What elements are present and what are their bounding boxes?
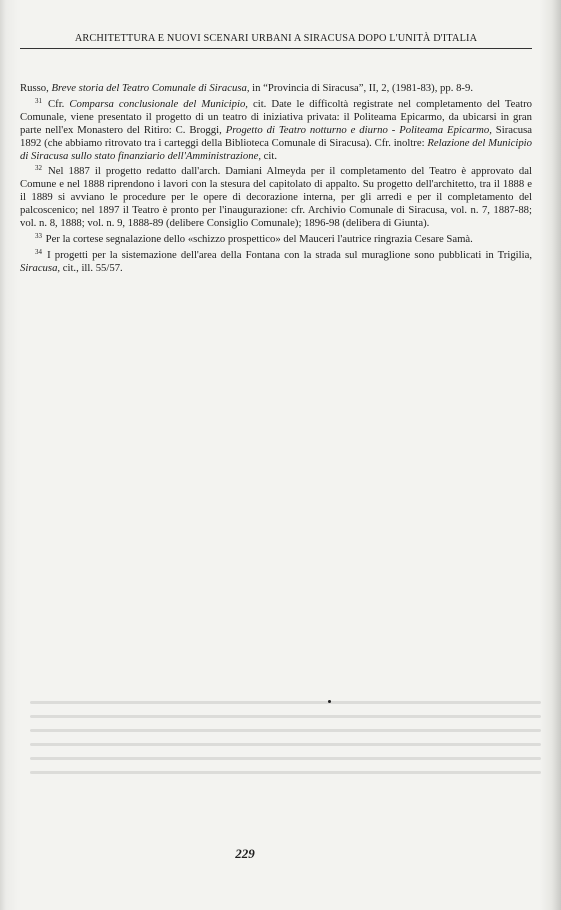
note-text: cit. [261, 149, 278, 162]
note-italic-title: Comparsa conclusionale del Municipio, [69, 97, 248, 110]
note-text: Siracusa 1892 (che abbiamo ritrovato tra i carteggi della Biblioteca Comunale di Siracusa). Cfr. inoltre: [20, 123, 533, 149]
footnote-33 [20, 230, 532, 246]
footnotes [20, 82, 532, 275]
ink-speck [328, 700, 331, 703]
page-number: 229 [235, 846, 255, 861]
note-text: cit., ill. 55/57. [60, 261, 123, 274]
note-italic-title: Siracusa, [20, 261, 61, 274]
note-text: Russo, [20, 82, 52, 94]
note-italic-title: Breve storia del Teatro Comunale di Siracusa, [51, 82, 250, 94]
note-text: I progetti per la sistemazione dell'area della Fontana con la strada sul muraglione sono pubblicati in Trigilia, [43, 248, 532, 261]
note-text: Cfr. [43, 97, 70, 110]
footnote-number: 32 [35, 164, 42, 173]
footnote-30-continuation [20, 82, 532, 95]
note-text: Nel 1887 il progetto redatto dall'arch. Damiani Almeyda per il completamento del Teatro è approvato dal Comune e nel 1888 riprendono i lavori con la stesura del capitolato di appalto. Su progetto dell'architetto, tra il 1888 e il 1889 si avviano le procedure per le opere di decorazione interna, per gli arredi e per il completamento del palcoscenico; nel 1897 il Teatro è pronto per l'inaugurazione: cfr. Archivio Comunale di Siracusa, vol. n. 7, 1887-88; vol. n. 8, 1888; vol. n. 9, 1888-89 (delibere Consiglio Comunale); 1896-98 (delibera di Giunta). [20, 165, 532, 230]
note-italic-title: Relazione del Municipio di Siracusa sullo stato finanziario dell'Amministrazione, [20, 136, 532, 162]
footnote-number: 33 [35, 231, 42, 240]
note-text: Per la cortese segnalazione dello «schizzo prospettico» del Mauceri l'autrice ringrazia Cesare Samà. [43, 232, 473, 245]
note-text: cit. Date le difficoltà registrate nel completamento del Teatro Comunale, viene presentato il progetto di un teatro di iniziativa privata: il Politeama Epicarmo, da ubicarsi in gran parte nell'ex Monastero del Ritiro: C. Broggi, [20, 97, 533, 136]
header-rule [20, 48, 532, 49]
note-italic-title: Progetto di Teatro notturno e diurno - Politeama Epicarmo, [225, 123, 492, 136]
show-through-text [0, 690, 561, 780]
footnote-32 [20, 162, 532, 230]
running-header: ARCHITETTURA E NUOVI SCENARI URBANI A SIRACUSA DOPO L'UNITÀ D'ITALIA [74, 33, 478, 44]
note-text: in “Provincia di Siracusa”, II, 2, (1981-83), pp. 8-9. [249, 82, 473, 94]
footnote-number: 34 [35, 247, 42, 256]
footnote-31 [20, 95, 532, 163]
footnote-number: 31 [35, 96, 42, 105]
footnote-34 [20, 246, 532, 275]
